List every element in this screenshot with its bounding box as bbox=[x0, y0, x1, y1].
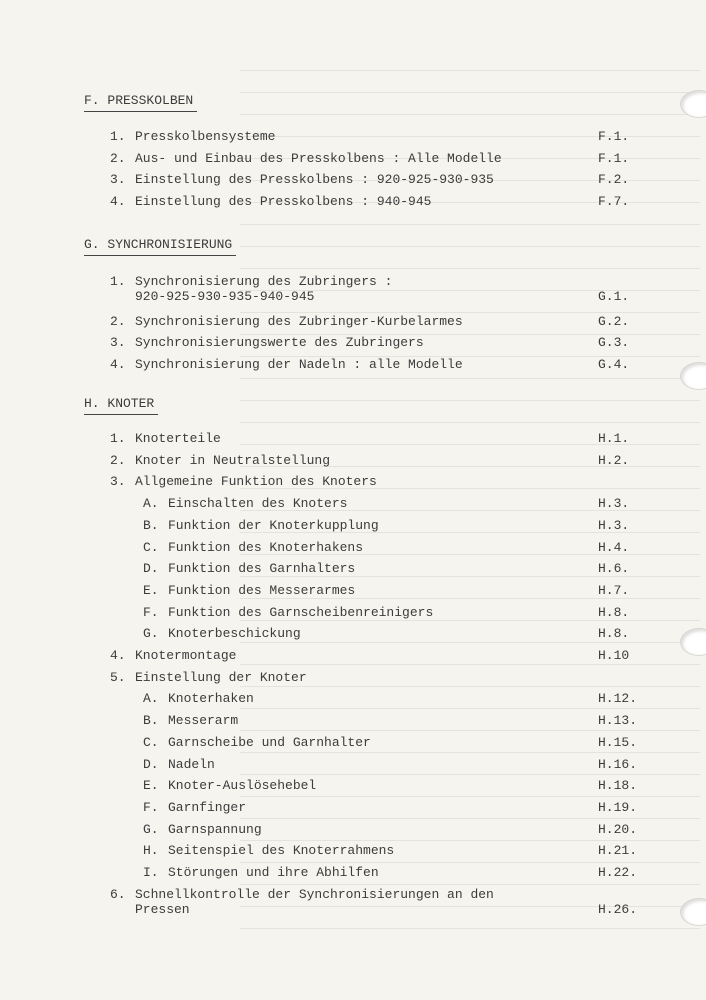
page-reference: H.15. bbox=[598, 734, 638, 750]
page-reference: H.18. bbox=[598, 778, 638, 794]
subitem-letter: E. bbox=[143, 582, 159, 598]
section-heading: H. KNOTER bbox=[84, 396, 155, 411]
item-number: 3. bbox=[110, 474, 126, 490]
subitem-title: Garnscheibe und Garnhalter bbox=[168, 734, 371, 750]
item-title: Einstellung des Presskolbens : 920-925-930-935 bbox=[135, 172, 494, 188]
subitem-letter: C. bbox=[143, 539, 159, 555]
subitem-title: Funktion des Messerarmes bbox=[168, 582, 356, 598]
page-reference: H.13. bbox=[598, 713, 638, 729]
subitem-letter: G. bbox=[143, 626, 159, 642]
page-reference: F.7. bbox=[598, 194, 630, 210]
item-title: Einstellung der Knoter bbox=[135, 669, 307, 685]
page-reference: H.3. bbox=[598, 517, 630, 533]
page-reference: G.4. bbox=[598, 357, 630, 373]
page-reference: H.8. bbox=[598, 626, 630, 642]
page-reference: H.1. bbox=[598, 431, 630, 446]
subitem-letter: E. bbox=[143, 778, 159, 794]
subitem-letter: B. bbox=[143, 517, 159, 533]
item-title: Schnellkontrolle der Synchronisierungen an den bbox=[135, 886, 494, 902]
item-title-continued: Pressen bbox=[135, 901, 190, 917]
page-reference: G.1. bbox=[598, 289, 630, 304]
subitem-title: Funktion des Knoterhakens bbox=[168, 539, 364, 555]
page-reference: H.8. bbox=[598, 604, 630, 620]
item-title: Synchronisierung der Nadeln : alle Modelle bbox=[135, 357, 463, 373]
item-number: 1. bbox=[110, 129, 126, 144]
subitem-title: Knoterbeschickung bbox=[168, 626, 301, 642]
item-title: Presskolbensysteme bbox=[135, 129, 276, 144]
subitem-title: Knoter-Auslösehebel bbox=[168, 778, 317, 794]
section-heading: G. SYNCHRONISIERUNG bbox=[84, 237, 233, 252]
item-title: Einstellung des Presskolbens : 940-945 bbox=[135, 194, 432, 210]
item-number: 4. bbox=[110, 648, 126, 663]
item-title: Aus- und Einbau des Presskolbens : Alle Modelle bbox=[135, 150, 502, 166]
item-title: Knoter in Neutralstellung bbox=[135, 452, 331, 468]
subitem-letter: B. bbox=[143, 713, 159, 729]
page-reference: H.6. bbox=[598, 561, 630, 577]
page-reference: H.19. bbox=[598, 799, 638, 815]
page-reference: H.3. bbox=[598, 496, 630, 512]
page-reference: H.12. bbox=[598, 691, 638, 707]
subitem-letter: G. bbox=[143, 821, 159, 837]
subitem-letter: D. bbox=[143, 756, 159, 772]
item-title: Synchronisierung des Zubringers : bbox=[135, 274, 393, 289]
item-title: Allgemeine Funktion des Knoters bbox=[135, 474, 377, 490]
subitem-title: Störungen und ihre Abhilfen bbox=[168, 865, 379, 880]
item-number: 1. bbox=[110, 431, 126, 446]
page-reference: H.4. bbox=[598, 539, 630, 555]
item-title-continued: 920-925-930-935-940-945 bbox=[135, 289, 315, 304]
subitem-letter: A. bbox=[143, 691, 159, 707]
item-title: Knotermontage bbox=[135, 648, 237, 663]
item-number: 2. bbox=[110, 150, 126, 166]
item-number: 6. bbox=[110, 886, 126, 902]
section-heading: F. PRESSKOLBEN bbox=[84, 93, 194, 108]
item-title: Knoterteile bbox=[135, 431, 221, 446]
subitem-title: Messerarm bbox=[168, 713, 239, 729]
heading-underline bbox=[84, 111, 197, 112]
item-number: 4. bbox=[110, 194, 126, 210]
subitem-letter: C. bbox=[143, 734, 159, 750]
subitem-title: Nadeln bbox=[168, 756, 215, 772]
page-reference: H.16. bbox=[598, 756, 638, 772]
subitem-title: Funktion der Knoterkupplung bbox=[168, 517, 379, 533]
heading-underline bbox=[84, 255, 236, 256]
subitem-letter: I. bbox=[143, 865, 159, 880]
page-reference: H.7. bbox=[598, 582, 630, 598]
page-reference: H.22. bbox=[598, 865, 638, 880]
page-reference: G.3. bbox=[598, 335, 630, 351]
page-reference: H.10 bbox=[598, 648, 630, 663]
subitem-letter: F. bbox=[143, 604, 159, 620]
page-reference: G.2. bbox=[598, 313, 630, 329]
item-title: Synchronisierung des Zubringer-Kurbelarmes bbox=[135, 313, 463, 329]
heading-underline bbox=[84, 414, 158, 415]
subitem-letter: A. bbox=[143, 496, 159, 512]
subitem-letter: D. bbox=[143, 561, 159, 577]
subitem-title: Garnfinger bbox=[168, 799, 247, 815]
page-reference: F.1. bbox=[598, 150, 630, 166]
item-number: 5. bbox=[110, 669, 126, 685]
item-number: 2. bbox=[110, 313, 126, 329]
page-reference: F.1. bbox=[598, 129, 630, 144]
item-number: 3. bbox=[110, 172, 126, 188]
item-number: 1. bbox=[110, 274, 126, 289]
item-number: 4. bbox=[110, 357, 126, 373]
subitem-title: Seitenspiel des Knoterrahmens bbox=[168, 843, 395, 859]
page-reference: H.2. bbox=[598, 452, 630, 468]
subitem-title: Knoterhaken bbox=[168, 691, 254, 707]
page-reference: F.2. bbox=[598, 172, 630, 188]
subitem-title: Funktion des Garnscheibenreinigers bbox=[168, 604, 434, 620]
subitem-letter: H. bbox=[143, 843, 159, 859]
page-reference: H.20. bbox=[598, 821, 638, 837]
item-number: 3. bbox=[110, 335, 126, 351]
item-number: 2. bbox=[110, 452, 126, 468]
subitem-title: Funktion des Garnhalters bbox=[168, 561, 356, 577]
subitem-letter: F. bbox=[143, 799, 159, 815]
subitem-title: Garnspannung bbox=[168, 821, 262, 837]
page-reference: H.26. bbox=[598, 901, 638, 917]
item-title: Synchronisierungswerte des Zubringers bbox=[135, 335, 424, 351]
subitem-title: Einschalten des Knoters bbox=[168, 496, 348, 512]
page-reference: H.21. bbox=[598, 843, 638, 859]
